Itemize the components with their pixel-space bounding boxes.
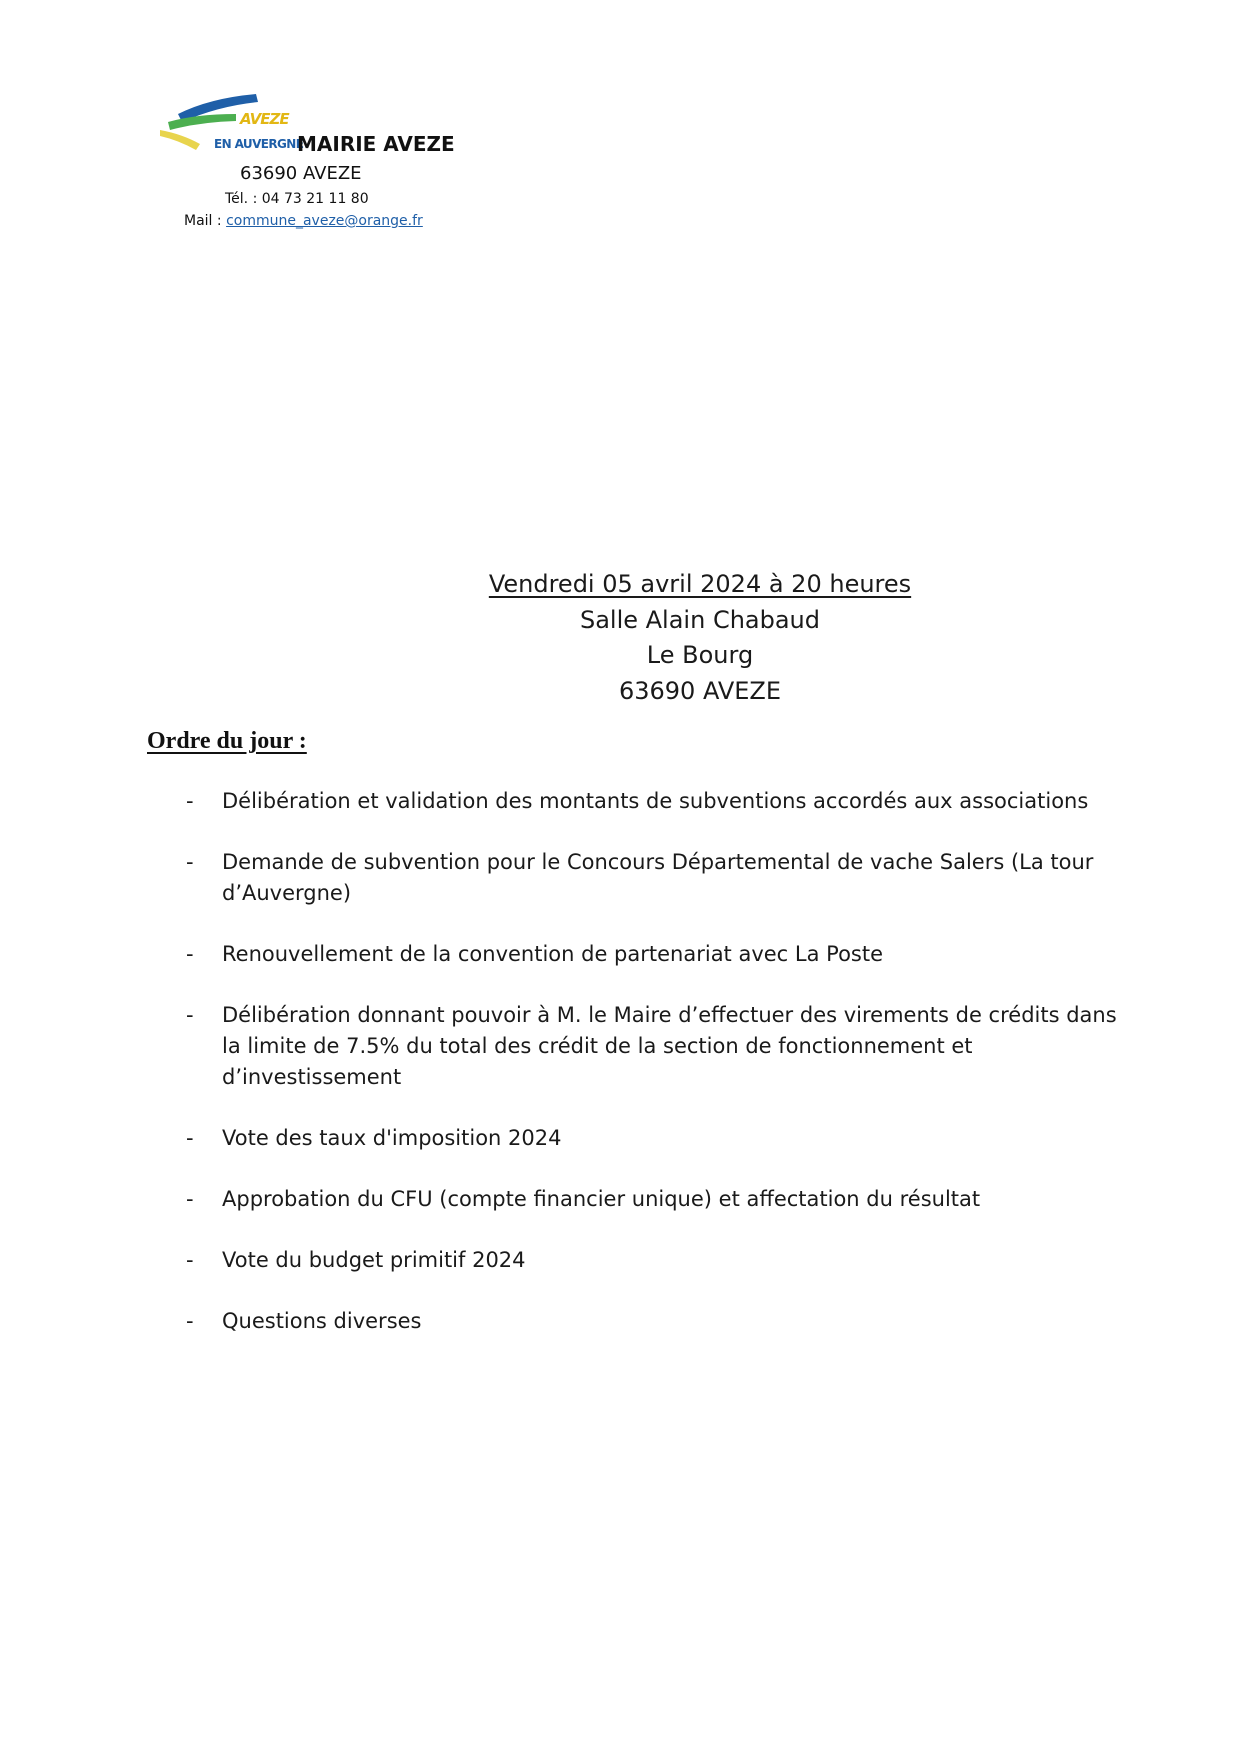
meeting-date: Vendredi 05 avril 2024 à 20 heures [488, 570, 912, 598]
agenda-item [180, 1184, 1120, 1215]
bullet-dash: - [186, 1126, 194, 1150]
phone-number: Tél. : 04 73 21 11 80 [225, 191, 369, 207]
agenda-item [180, 1000, 1120, 1093]
bullet-dash: - [186, 942, 194, 966]
bullet-dash: - [186, 850, 194, 874]
bullet-dash: - [186, 1309, 194, 1333]
aveze-logo [160, 88, 304, 156]
agenda-item-text: Vote du budget primitif 2024 [222, 1248, 526, 1272]
agenda-item [180, 847, 1120, 909]
meeting-venue: Salle Alain Chabaud [579, 605, 821, 634]
postal-address: 63690 AVEZE [240, 163, 362, 184]
agenda-item-text: Renouvellement de la convention de partenariat avec La Poste [222, 942, 884, 966]
agenda-item-text: Délibération et validation des montants de subventions accordés aux associations [222, 789, 1089, 813]
meeting-city: 63690 AVEZE [618, 676, 782, 705]
logo-green-arc [168, 114, 236, 130]
agenda-item-text: Vote des taux d'imposition 2024 [222, 1126, 562, 1150]
meeting-details [440, 567, 960, 709]
agenda-item [180, 1306, 1120, 1337]
agenda-item-text: Demande de subvention pour le Concours Départemental de vache Salers (La tour d’Auvergne) [222, 850, 1094, 905]
agenda-list [180, 786, 1120, 1337]
agenda-item [180, 1245, 1120, 1276]
email-link[interactable]: commune_aveze@orange.fr [226, 213, 423, 229]
bullet-dash: - [186, 1248, 194, 1272]
email-label: Mail : [184, 213, 227, 229]
agenda-item-text: Délibération donnant pouvoir à M. le Maire d’effectuer des virements de crédits dans la limite de 7.5% du total des crédit de la section de fonctionnement et d’investissement [222, 1003, 1117, 1089]
letterhead [160, 88, 480, 238]
agenda-item-text: Questions diverses [222, 1309, 422, 1333]
logo-yellow-arc [160, 130, 200, 150]
email-line [184, 213, 423, 229]
bullet-dash: - [186, 789, 194, 813]
agenda-item [180, 1123, 1120, 1154]
logo-wordmark-en-auvergne: EN AUVERGNE [214, 137, 304, 151]
agenda-item [180, 939, 1120, 970]
mairie-title: MAIRIE AVEZE [297, 132, 455, 156]
agenda-item [180, 786, 1120, 817]
bullet-dash: - [186, 1003, 194, 1027]
agenda-title: Ordre du jour : [147, 728, 307, 754]
meeting-place: Le Bourg [646, 641, 754, 669]
bullet-dash: - [186, 1187, 194, 1211]
logo-wordmark-aveze: AVEZE [240, 110, 289, 128]
agenda-item-text: Approbation du CFU (compte financier unique) et affectation du résultat [222, 1187, 981, 1211]
